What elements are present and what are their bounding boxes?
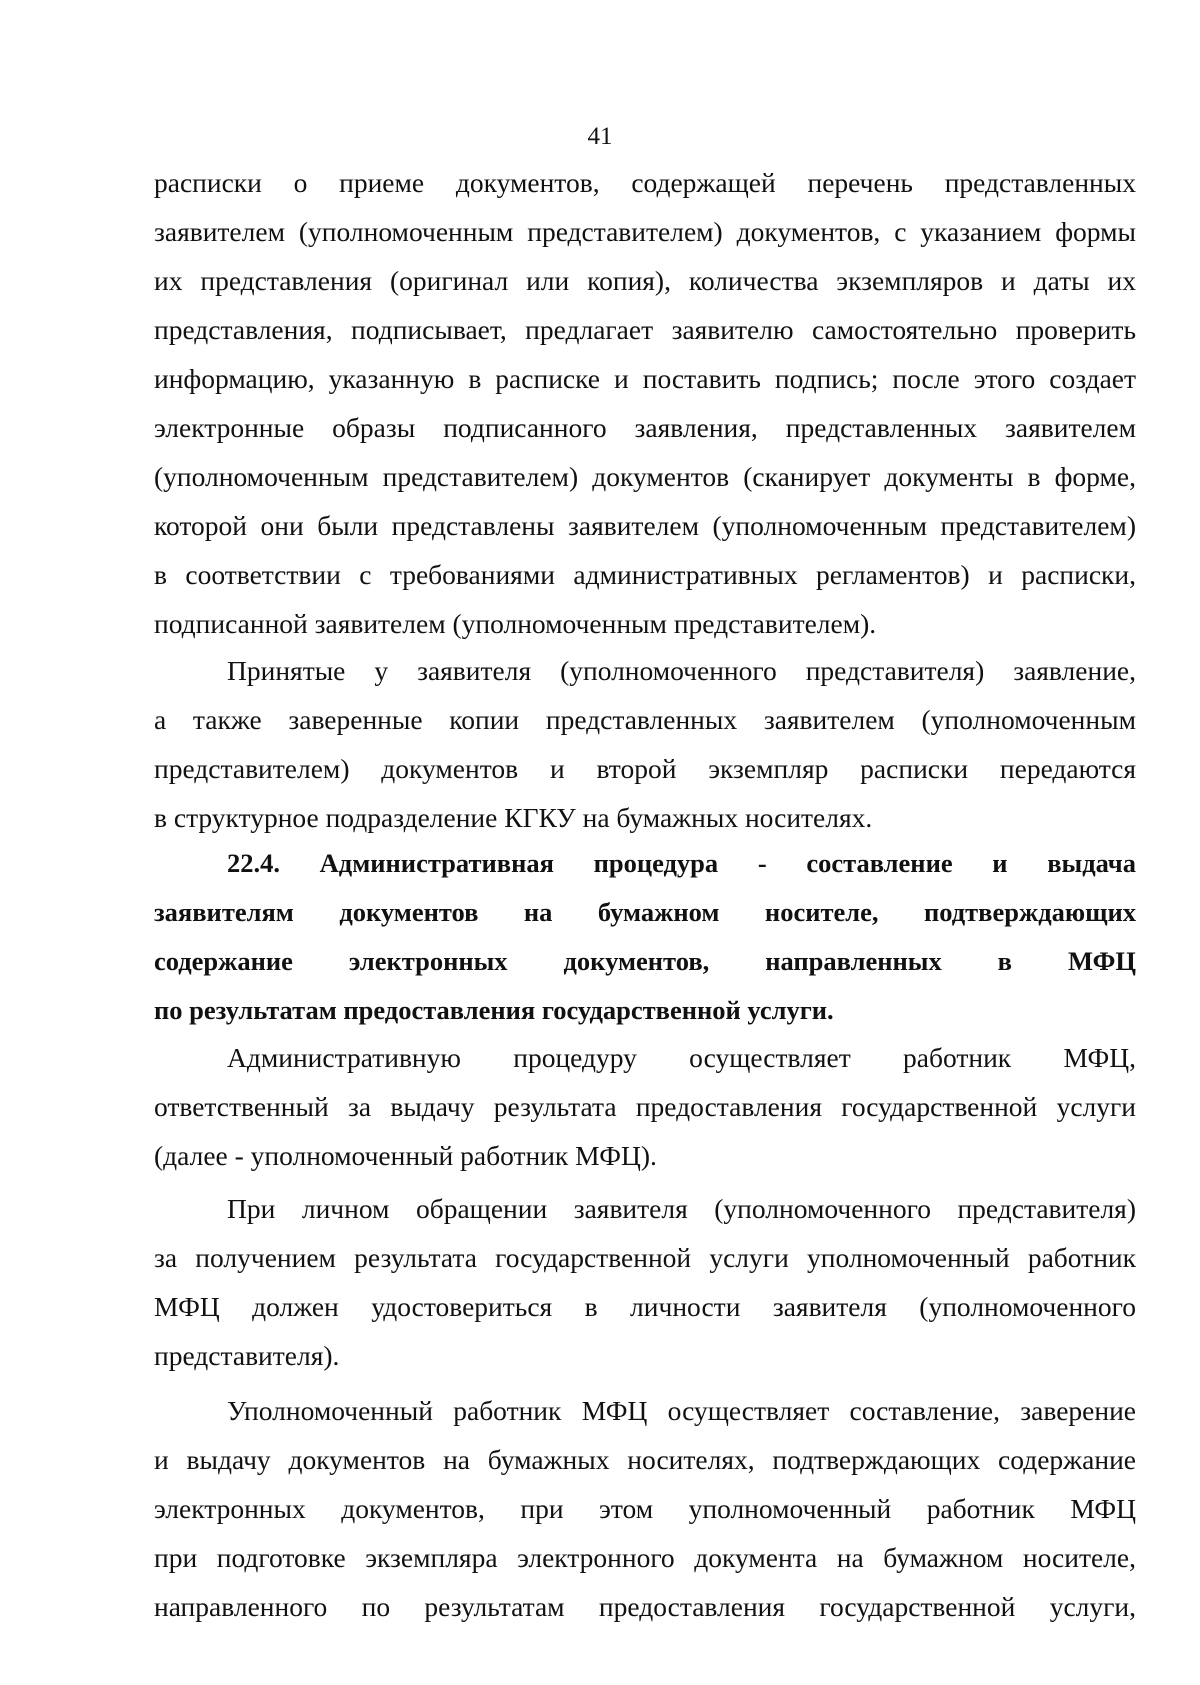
paragraph	[154, 1386, 1136, 1631]
text-line: МФЦ должен удостовериться в личности заявителя (уполномоченного	[154, 1291, 1136, 1322]
text-line: в соответствии с требованиями административных регламентов) и расписки,	[154, 559, 1136, 590]
paragraph	[154, 158, 1136, 648]
text-line: а также заверенные копии представленных заявителем (уполномоченным	[154, 704, 1136, 735]
text-line: в структурное подразделение КГКУ на бумажных носителях.	[154, 802, 873, 833]
paragraph	[154, 1184, 1136, 1380]
paragraph	[154, 1033, 1136, 1180]
text-line: (далее - уполномоченный работник МФЦ).	[154, 1140, 657, 1171]
text-line: направленного по результатам предоставления государственной услуги,	[154, 1591, 1136, 1622]
text-line: и выдачу документов на бумажных носителях, подтверждающих содержание	[154, 1444, 1136, 1475]
heading-line: по результатам предоставления государственной услуги.	[154, 995, 834, 1025]
text-line: расписки о приеме документов, содержащей перечень представленных	[154, 167, 1136, 198]
text-line: представителем) документов и второй экземпляр расписки передаются	[154, 753, 1136, 784]
text-line: электронные образы подписанного заявления, представленных заявителем	[154, 412, 1136, 443]
text-line: подписанной заявителем (уполномоченным представителем).	[154, 608, 877, 639]
section-heading	[154, 839, 1136, 1035]
paragraph	[154, 646, 1136, 842]
heading-line: заявителям документов на бумажном носителе, подтверждающих	[154, 897, 1136, 927]
text-line: представления, подписывает, предлагает заявителю самостоятельно проверить	[154, 314, 1136, 345]
text-line: заявителем (уполномоченным представителем) документов, с указанием формы	[154, 216, 1136, 247]
page-number: 41	[587, 123, 613, 150]
text-line: информацию, указанную в расписке и поставить подпись; после этого создает	[154, 363, 1136, 394]
text-line: ответственный за выдачу результата предоставления государственной услуги	[154, 1091, 1136, 1122]
document-body	[154, 158, 1136, 1631]
heading-line: содержание электронных документов, направленных в МФЦ	[154, 946, 1136, 976]
text-line: Принятые у заявителя (уполномоченного представителя) заявление,	[227, 655, 1136, 686]
text-line: Уполномоченный работник МФЦ осуществляет составление, заверение	[227, 1395, 1136, 1426]
text-line: При личном обращении заявителя (уполномоченного представителя)	[227, 1193, 1136, 1224]
text-line: за получением результата государственной услуги уполномоченный работник	[154, 1242, 1136, 1273]
text-line: электронных документов, при этом уполномоченный работник МФЦ	[154, 1493, 1136, 1524]
text-line: при подготовке экземпляра электронного документа на бумажном носителе,	[154, 1542, 1136, 1573]
text-line: их представления (оригинал или копия), количества экземпляров и даты их	[154, 265, 1136, 296]
text-line: Административную процедуру осуществляет работник МФЦ,	[227, 1042, 1136, 1073]
text-line: которой они были представлены заявителем (уполномоченным представителем)	[154, 510, 1136, 541]
text-line: представителя).	[154, 1340, 340, 1371]
text-line: (уполномоченным представителем) документов (сканирует документы в форме,	[154, 461, 1136, 492]
heading-line: 22.4. Административная процедура - составление и выдача	[227, 848, 1136, 878]
